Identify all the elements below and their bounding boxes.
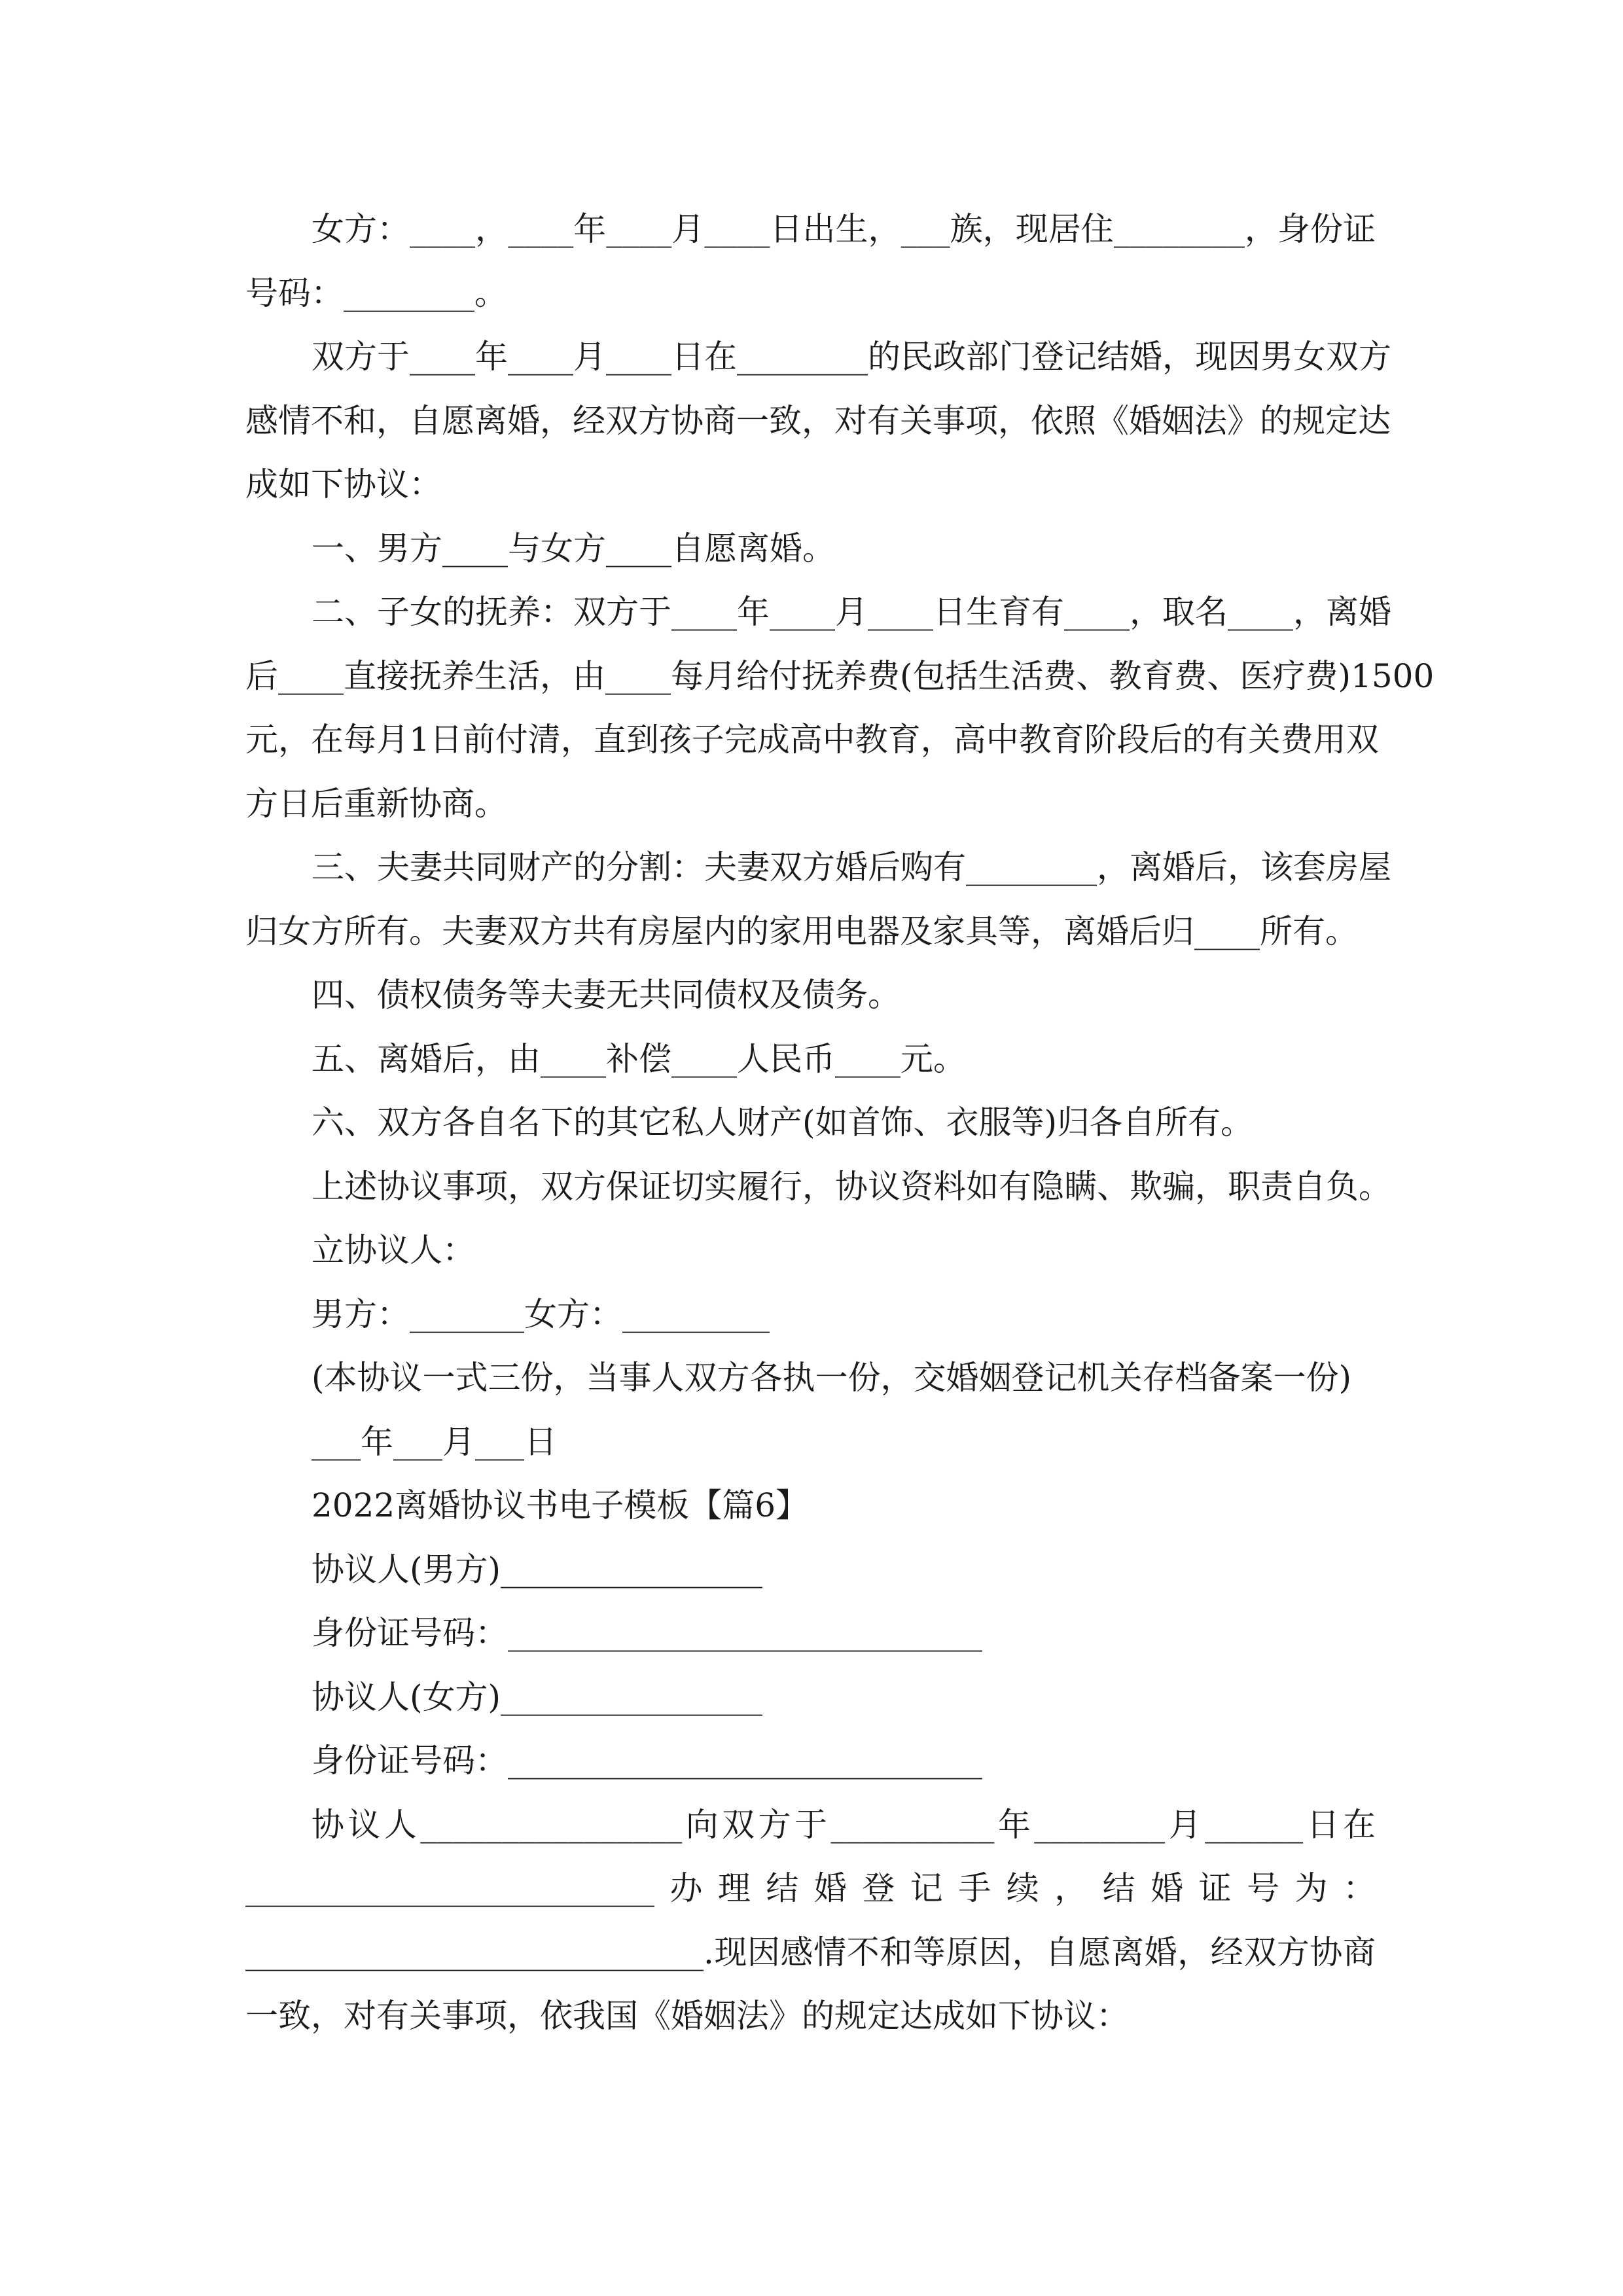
signatories-label: 立协议人： — [312, 1231, 475, 1269]
text-line: 双方于____年____月____日在________的民政部门登记结婚，现因男女双方 — [312, 338, 1391, 376]
id-number-line: 身份证号码：_____________________________ — [312, 1742, 982, 1780]
clause-6: 六、双方各自名下的其它私人财产(如首饰、衣服等)归各自所有。 — [312, 1103, 1254, 1141]
clause-3: 三、夫妻共同财产的分割：夫妻双方婚后购有________，离婚后，该套房屋 — [312, 848, 1391, 886]
text-line: 一致，对有关事项，依我国《婚姻法》的规定达成如下协议： — [245, 1997, 1129, 2035]
clause-5: 五、离婚后，由____补偿____人民币____元。 — [312, 1039, 966, 1078]
party-female-line: 协议人(女方)________________ — [312, 1677, 763, 1716]
text-line: 协议人________________向双方于__________年________月______日在 — [312, 1805, 1376, 1844]
text-line: 女方：____，____年____月____日出生，___族，现居住________，身份证 — [312, 210, 1376, 248]
text-line: 方日后重新协商。 — [245, 784, 507, 823]
text-line: 上述协议事项，双方保证切实履行，协议资料如有隐瞒、欺骗，职责自负。 — [312, 1167, 1391, 1206]
text-line: 号码：________。 — [245, 274, 507, 312]
text-line: _________________________办理结婚登记手续，结婚证号为： — [245, 1869, 1376, 1907]
document-page — [245, 198, 1435, 2049]
party-male-line: 协议人(男方)________________ — [312, 1550, 763, 1588]
clause-4: 四、债权债务等夫妻无共同债权及债务。 — [312, 976, 901, 1014]
section-heading: 2022离婚协议书电子模板【篇6】 — [312, 1486, 809, 1524]
copies-note: (本协议一式三份，当事人双方各执一份，交婚姻登记机关存档备案一份) — [312, 1359, 1352, 1397]
clause-2: 二、子女的抚养：双方于____年____月____日生育有____，取名____，离婚 — [312, 593, 1391, 631]
text-line: 后____直接抚养生活，由____每月给付抚养费(包括生活费、教育费、医疗费)1500 — [245, 656, 1435, 695]
text-line: 感情不和，自愿离婚，经双方协商一致，对有关事项，依照《婚姻法》的规定达 — [245, 401, 1391, 440]
text-line: 元，在每月1日前付清，直到孩子完成高中教育，高中教育阶段后的有关费用双 — [245, 721, 1379, 759]
signature-line: 男方：_______女方：_________ — [312, 1295, 770, 1333]
text-line: 归女方所有。夫妻双方共有房屋内的家用电器及家具等，离婚后归____所有。 — [245, 912, 1358, 950]
date-line: ___年___月___日 — [312, 1422, 557, 1461]
text-line: ____________________________.现因感情不和等原因，自愿离婚，经双方协商 — [245, 1933, 1376, 1971]
text-line: 成如下协议： — [245, 465, 442, 503]
id-number-line: 身份证号码：_____________________________ — [312, 1614, 982, 1652]
clause-1: 一、男方____与女方____自愿离婚。 — [312, 529, 835, 567]
